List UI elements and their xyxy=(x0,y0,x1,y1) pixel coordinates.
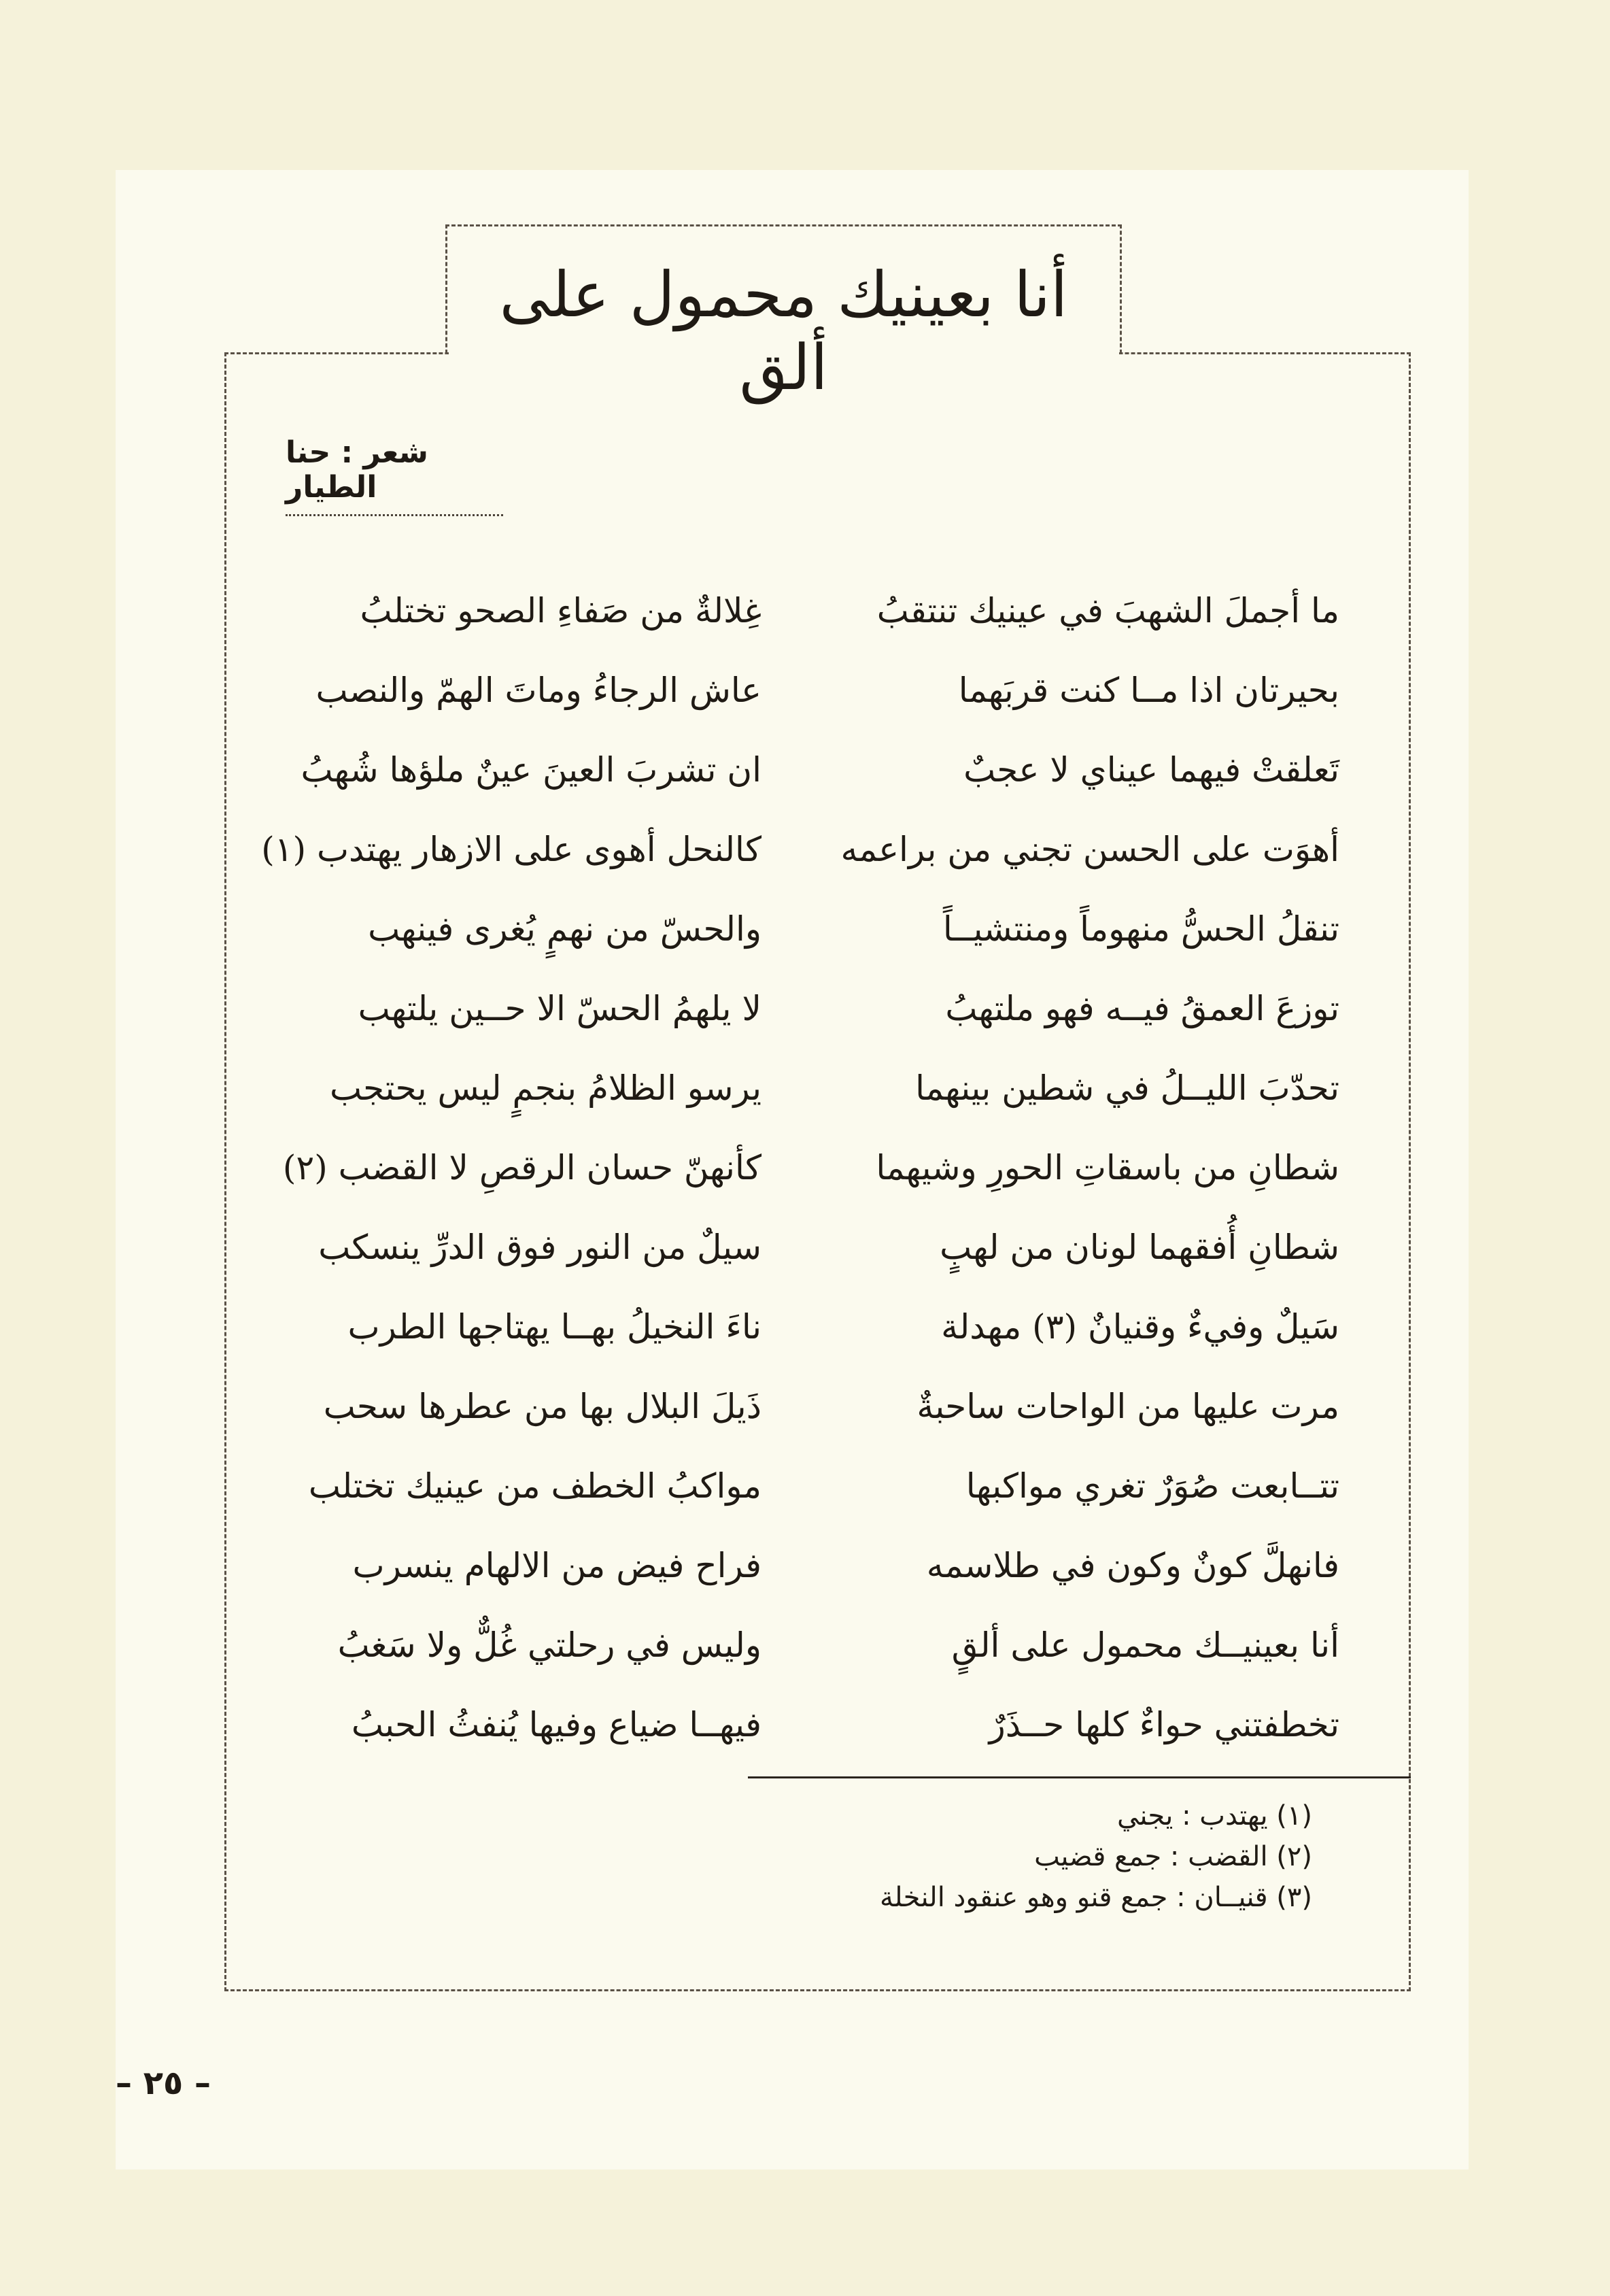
verse-line: فيهــا ضياع وفيها يُنفثُ الحببُ xyxy=(351,1705,761,1744)
verse-line: يرسو الظلامُ بنجمٍ ليس يحتجب xyxy=(329,1068,761,1108)
verse-line: تنقلُ الحسُّ منهوماً ومنتشيــاً xyxy=(942,909,1339,949)
verse-line: فانهلَّ كونٌ وكون في طلاسمه xyxy=(926,1546,1339,1585)
verse-line: تتــابعت صُوَرٌ تغري مواكبها xyxy=(965,1466,1339,1506)
verse-line: أهوَت على الحسن تجني من براعمه xyxy=(840,830,1339,869)
verse-column-left xyxy=(261,571,761,1765)
footnotes xyxy=(748,1795,1312,1918)
verse-line: ان تشربَ العينَ عينٌ ملؤها شُهبُ xyxy=(301,750,761,790)
verse-line: ذَيلَ البلال بها من عطرها سحب xyxy=(323,1387,761,1426)
verse-line: عاش الرجاءُ وماتَ الهمّ والنصب xyxy=(315,671,761,710)
verse-line: أنا بعينيــك محمول على ألقٍ xyxy=(951,1625,1339,1665)
verse-line: لا يلهمُ الحسّ الا حــين يلتهب xyxy=(358,989,761,1028)
verse-line: بحيرتان اذا مــا كنت قربَهما xyxy=(958,671,1339,710)
verse-line: توزعَ العمقُ فيــه فهو ملتهبُ xyxy=(945,989,1339,1028)
verse-line: شطانِ من باسقاتِ الحورِ وشيهما xyxy=(876,1148,1339,1187)
footnote: (٢) القضب : جمع قضيب xyxy=(1034,1841,1312,1872)
verse-line: كالنحل أهوى على الازهار يهتدب (١) xyxy=(261,830,761,869)
verse-line: تخطفتني حواءٌ كلها حــذَرٌ xyxy=(989,1705,1339,1744)
verse-line: والحسّ من نهمٍ يُغرى فينهب xyxy=(368,909,761,949)
verse-line: سيلٌ من النور فوق الدرِّ ينسكب xyxy=(318,1228,761,1267)
poem-author: شعر : حنا الطيار xyxy=(286,435,503,516)
verse-line: مواكبُ الخطف من عينيك تختلب xyxy=(308,1466,761,1506)
footnote: (٣) قنيــان : جمع قنو وهو عنقود النخلة xyxy=(879,1882,1312,1913)
verse-line: غِلالةٌ من صَفاءِ الصحو تختلبُ xyxy=(360,591,761,630)
verse-line: سَيلٌ وفيءٌ وقنيانٌ (٣) مهدلة xyxy=(941,1307,1339,1347)
verse-line: شطانِ أُفقهما لونان من لهبٍ xyxy=(940,1228,1339,1267)
verse-line: وليس في رحلتي غُلٌّ ولا سَغبُ xyxy=(337,1625,761,1665)
verse-line: تحدّبَ الليــلُ في شطين بينهما xyxy=(915,1068,1339,1108)
footnote-divider xyxy=(748,1776,1411,1778)
verse-line: فراح فيض من الالهام ينسرب xyxy=(352,1546,761,1585)
verse-line: كأنهنّ حسان الرقصِ لا القضب (٢) xyxy=(282,1148,761,1187)
verse-column-right xyxy=(840,571,1339,1765)
verse-line: ناءَ النخيلُ بهــا يهتاجها الطرب xyxy=(347,1307,761,1347)
verse-line: ما أجملَ الشهبَ في عينيك تنتقبُ xyxy=(876,591,1339,630)
poem-title: أنا بعينيك محمول على ألق xyxy=(499,258,1068,404)
page-number: – ٢٥ – xyxy=(115,2064,211,2102)
verse-line: مرت عليها من الواحات ساحبةٌ xyxy=(917,1387,1339,1426)
verse-line: تَعلقتْ فيهما عيناي لا عجبٌ xyxy=(963,750,1339,790)
footnote: (١) يهتدب : يجني xyxy=(1117,1800,1312,1831)
